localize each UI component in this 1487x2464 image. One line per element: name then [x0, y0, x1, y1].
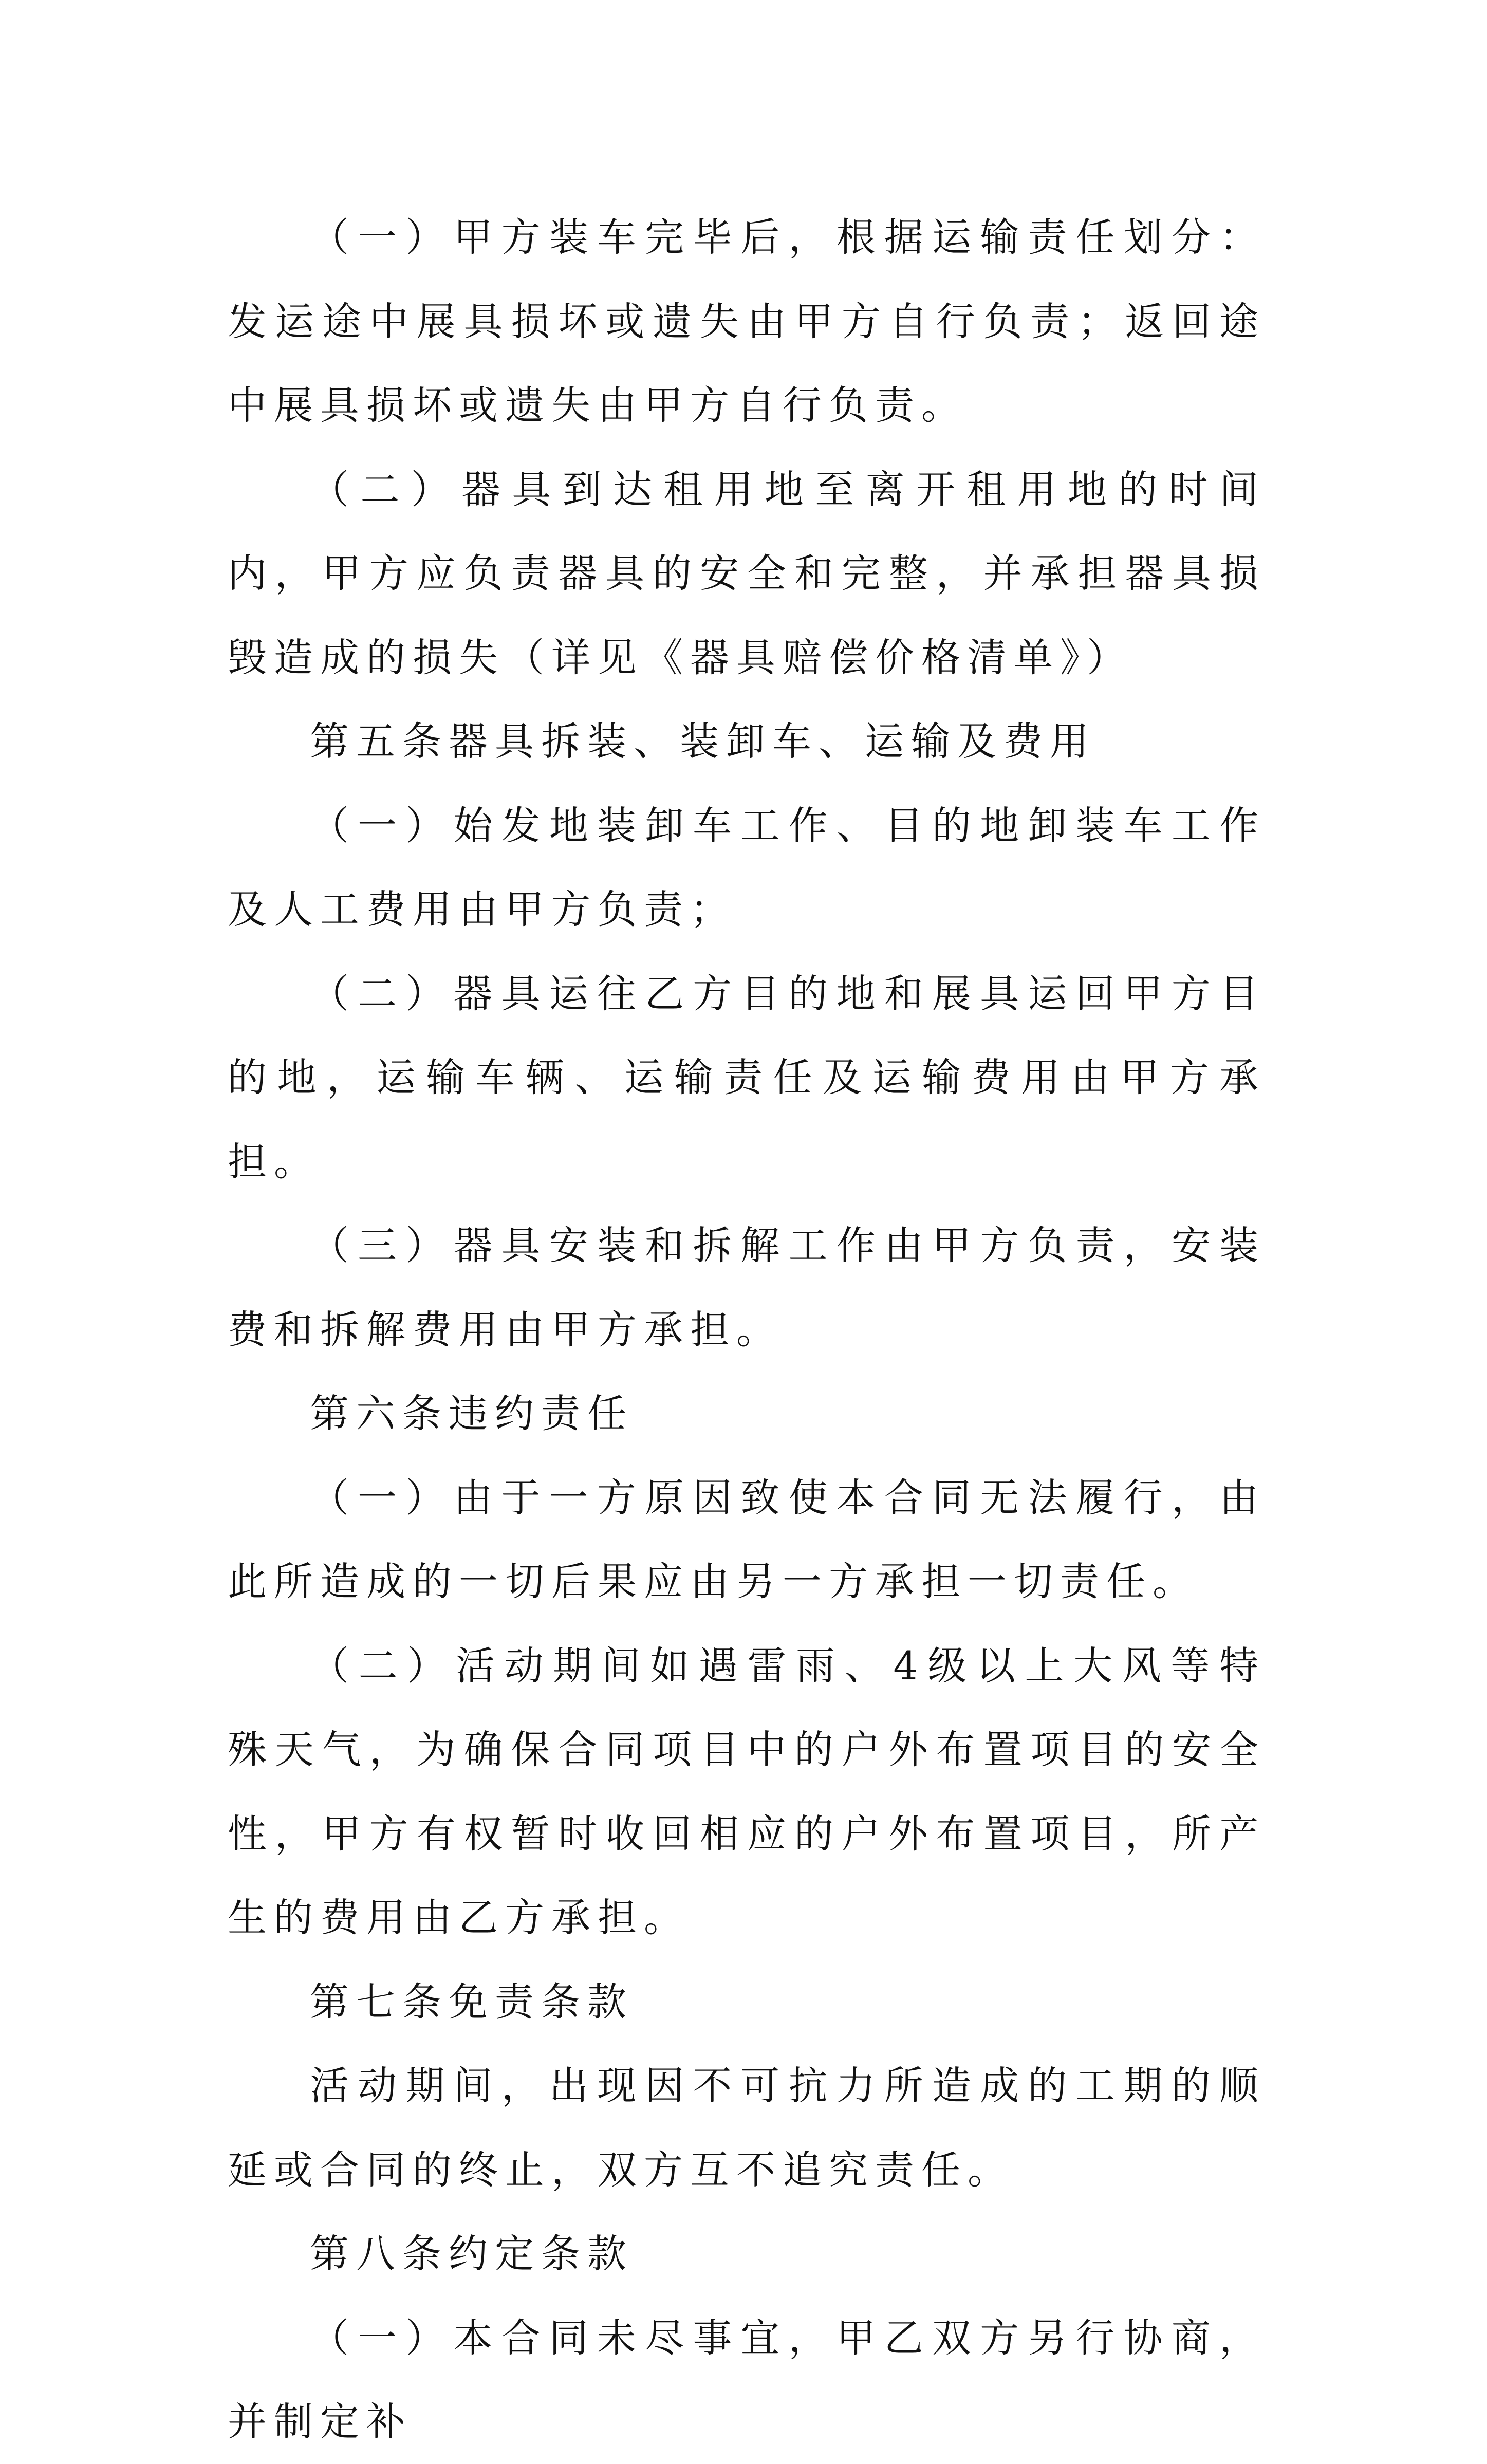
article-8-heading: 第八条约定条款 — [310, 2231, 634, 2276]
paragraph-loading-costs: （一）始发地装卸车工作、目的地卸装车工作及人工费用由甲方负责； — [228, 802, 1266, 932]
paragraph-weather-clause: （二）活动期间如遇雷雨、4级以上大风等特殊天气，为确保合同项目中的户外布置项目的安全性，甲方有权暂时收回相应的户外布置项目，所产生的费用由乙方承担。 — [228, 1642, 1266, 1940]
article-6-heading: 第六条违约责任 — [310, 1391, 634, 1436]
paragraph-installation-costs: （三）器具安装和拆解工作由甲方负责，安装费和拆解费用由甲方承担。 — [228, 1222, 1266, 1353]
article-7-heading: 第七条免责条款 — [310, 1978, 634, 2025]
paragraph-transport-costs: （二）器具运往乙方目的地和展具运回甲方目的地，运输车辆、运输责任及运输费用由甲方承担。 — [228, 970, 1266, 1184]
paragraph-transport-liability: （一）甲方装车完毕后，根据运输责任划分：发运途中展具损坏或遗失由甲方自行负责；返回途中展具损坏或遗失由甲方自行负责。 — [228, 214, 1266, 428]
paragraph-rental-period-liability: （二）器具到达租用地至离开租用地的时间内，甲方应负责器具的安全和完整，并承担器具损毁造成的损失（详见《器具赔偿价格清单》） — [228, 466, 1266, 680]
paragraph-breach-liability: （一）由于一方原因致使本合同无法履行，由此所造成的一切后果应由另一方承担一切责任。 — [228, 1474, 1266, 1604]
article-5-heading: 第五条器具拆装、装卸车、运输及费用 — [310, 718, 1096, 764]
paragraph-force-majeure: 活动期间，出现因不可抗力所造成的工期的顺延或合同的终止，双方互不追究责任。 — [228, 2063, 1266, 2193]
document-body — [228, 195, 1266, 2464]
paragraph-supplementary-terms: （一）本合同未尽事宜，甲乙双方另行协商，并制定补 — [228, 2314, 1266, 2444]
